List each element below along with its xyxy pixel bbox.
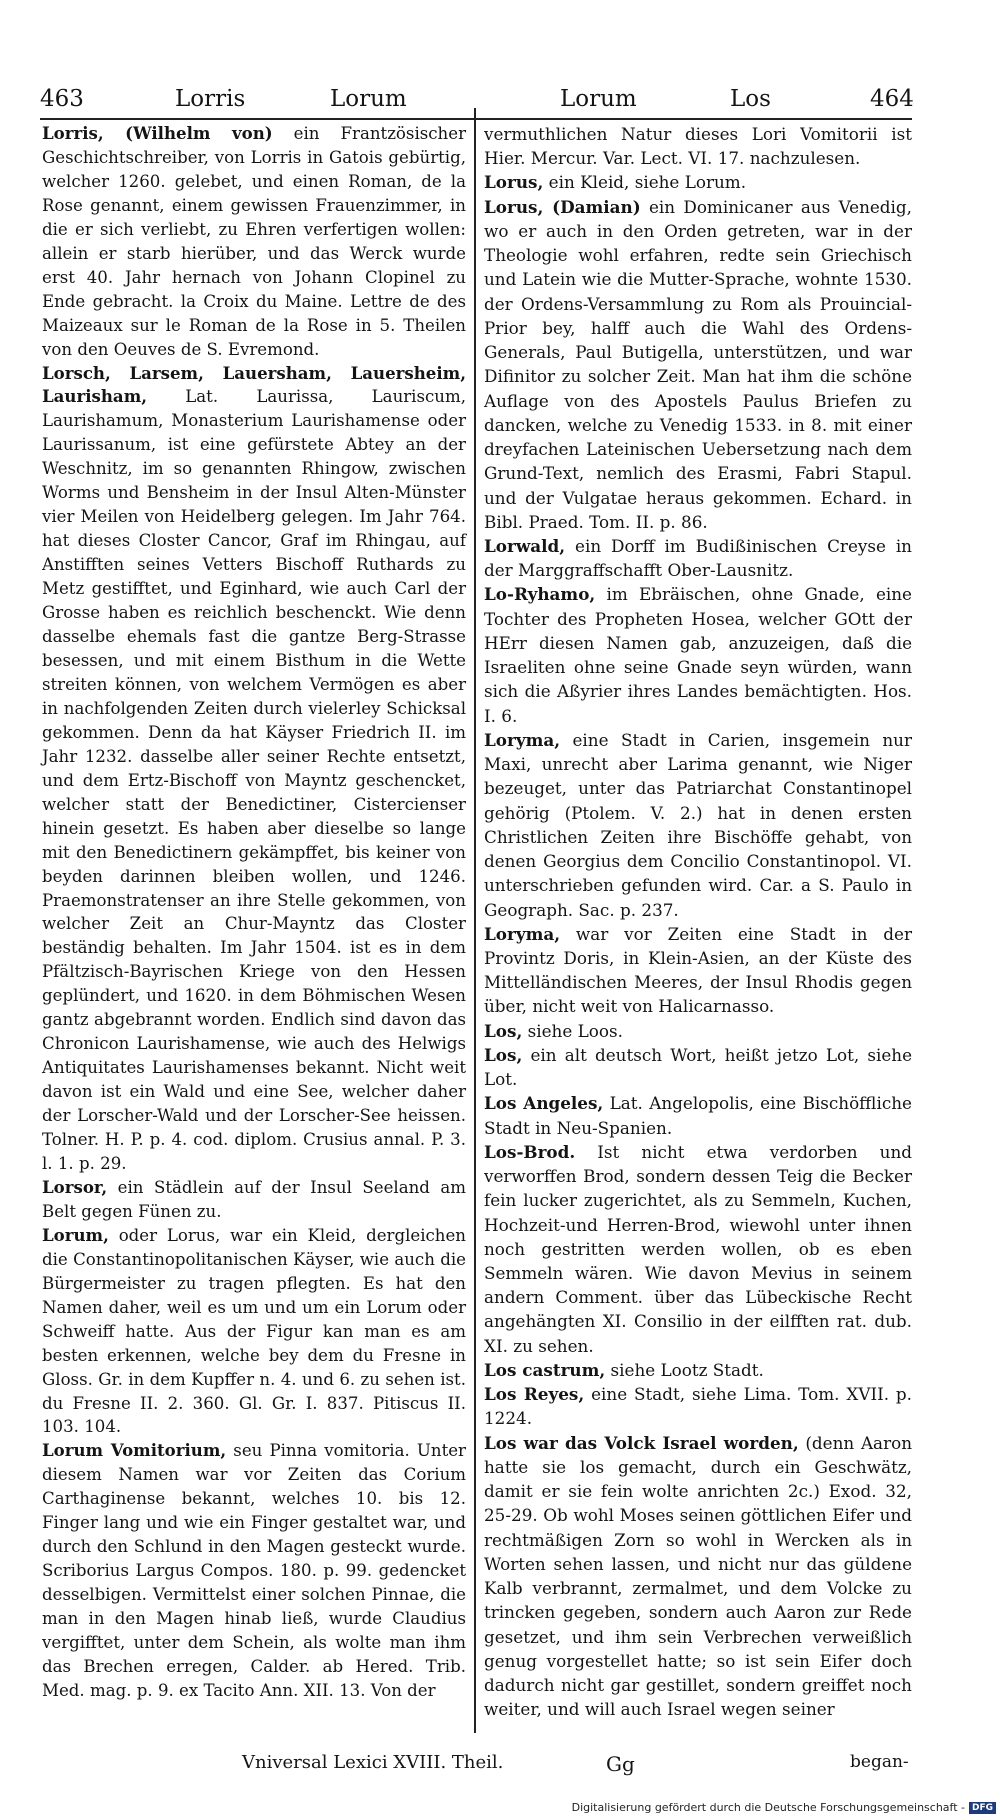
right-column — [484, 122, 912, 1721]
column-divider — [474, 108, 476, 1733]
catchword: began- — [850, 1752, 909, 1772]
entry-los-brod: Los-Brod. Ist nicht etwa verdorben und verworffen Brod, sondern dessen Teig die Becker fein lucker zugerichtet, als zu Semmeln, Kuchen, Hochzeit-und Herren-Brod, wiewohl unter ihnen noch gestritten werden wollen, ob es eben Semmeln wären. Wie davon Mevius in seinem andern Comment. über das Lübeckische Recht angehängten XI. Consilio in der eilfften rat. dub. XI. zu sehen. — [484, 1141, 912, 1356]
entry-loryma-2: Loryma, war vor Zeiten eine Stadt in der Provintz Doris, in Klein-Asien, an der Küste des Mittelländischen Meeres, der Insul Rhodis gegen über, nicht weit von Halicarnasso. — [484, 923, 912, 1017]
entry-lorwald: Lorwald, ein Dorff im Budißinischen Creyse in der Marggraffschafft Ober-Lausnitz. — [484, 535, 912, 581]
page-number-left: 463 — [40, 86, 84, 112]
header-rule — [40, 118, 912, 120]
entry-los-2: Los, ein alt deutsch Wort, heißt jetzo Lot, siehe Lot. — [484, 1044, 912, 1090]
entry-los-war: Los war das Volck Israel worden, (denn Aaron hatte sie los gemacht, durch ein Geschwätz, damit er sie fein wolte anrichten 2c.) Exod. 32, 25-29. Ob wohl Moses seinen göttlichen Eifer und rechtmäßigen Zorn so wohl in Wercken als in Worten sehen lassen, und nicht nur das güldene Kalb verbrannt, zermalmet, und dem Volcke zu trincken gegeben, sondern auch Aaron zur Rede gesetzet, und ihm sein Verbrechen verweißlich genug vorgestellet hatte; so ist sein Eifer doch dadurch nicht gar gestillet, sondern greiffet noch weiter, und will auch Israel wegen seiner — [484, 1432, 912, 1720]
entry-lorris: Lorris, (Wilhelm von) ein Frantzösischer Geschichtschreiber, von Lorris in Gatois gebürtig, welcher 1260. gelebet, und einen Roman, de la Rose genannt, einem gewissen Frauenzimmer, in die er sich verliebt, zu Ehren verfertigen wollen: allein er starb hierüber, und das Werck wurde erst 40. Jahr hernach von Johann Clopinel zu Ende gebracht. la Croix du Maine. Lettre de des Maizeaux sur le Roman de la Rose in 5. Theilen von den Oeuves de S. Evremond. — [42, 123, 466, 359]
guide-word-right-2: Los — [730, 86, 771, 112]
digitization-credit — [572, 1801, 996, 1814]
entry-lorus-damian: Lorus, (Damian) ein Dominicaner aus Venedig, wo er auch in den Orden getreten, war in der Theologie wohl erfahren, redte sein Griechisch und Latein wie die Mutter-Sprache, wohnte 1530. der Ordens-Versammlung zu Rom als Prouincial-Prior bey, halff auch die Wahl des Ordens-Generals, Paul Butigella, unterstützen, und war Difinitor zu solcher Zeit. Man hat ihm die schöne Auflage von des Apostels Paulus Briefen zu dancken, welche zu Venedig 1533. in 8. mit einer dreyfachen Lateinischen Uebersetzung nach dem Grund-Text, nemlich des Erasmi, Fabri Stapul. und der Vulgatae heraus gekommen. Echard. in Bibl. Praed. Tom. II. p. 86. — [484, 196, 912, 532]
entry-los-1: Los, siehe Loos. — [484, 1020, 623, 1041]
guide-word-right-1: Lorum — [560, 86, 637, 112]
volume-line: Vniversal Lexici XVIII. Theil. — [242, 1752, 504, 1773]
entry-lorum: Lorum, oder Lorus, war ein Kleid, dergleichen die Constantinopolitanischen Käyser, wie auch die Bürgermeister zu tragen pflegten. Es hat den Namen daher, weil es um und um ein Lorum oder Schweiff hatte. Aus der Figur kan man es am besten erkennen, welche bey dem du Fresne in Gloss. Gr. in dem Kupffer n. 4. und 6. zu sehen ist. du Fresne II. 2. 360. Gl. Gr. I. 837. Pitiscus II. 103. 104. — [42, 1224, 466, 1437]
entry-loryma-1: Loryma, eine Stadt in Carien, insgemein nur Maxi, unrecht aber Larima genannt, wie Niger bezeuget, unter das Patriarchat Constantinopel gehörig (Ptolem. V. 2.) hat in denen ersten Christlichen Zeiten ihre Bischöffe gehabt, von denen Georgius dem Concilio Constantinopol. VI. unterschrieben gefunden wird. Car. a S. Paulo in Geograph. Sac. p. 237. — [484, 729, 912, 920]
guide-word-left-2: Lorum — [330, 86, 407, 112]
entry-lorsor: Lorsor, ein Städlein auf der Insul Seeland am Belt gegen Fünen zu. — [42, 1176, 466, 1221]
entry-lorum-vomitorium: Lorum Vomitorium, seu Pinna vomitoria. Unter diesem Namen war vor Zeiten das Corium Carthaginense bekannt, welches 10. bis 12. Finger lang und wie ein Finger gestaltet war, und durch den Schlund in den Magen gesteckt wurde. Scriborius Largus Compos. 180. p. 99. gedencket desselbigen. Vermittelst einer solchen Pinnae, die man in den Magen hinab ließ, wurde Claudius vergifftet, unter dem Schein, als wolte man ihm das Brechen erregen, Calder. ab Hered. Trib. Med. mag. p. 9. ex Tacito Ann. XII. 13. Von der — [42, 1440, 466, 1700]
signature-mark: Gg — [606, 1752, 635, 1776]
page-number-right: 464 — [870, 86, 914, 112]
dfg-logo: DFG — [969, 1802, 996, 1814]
guide-word-left-1: Lorris — [175, 86, 246, 112]
entry-los-castrum: Los castrum, siehe Lootz Stadt. — [484, 1359, 764, 1380]
credit-text: Digitalisierung gefördert durch die Deutsche Forschungsgemeinschaft - — [571, 1801, 965, 1814]
entry-los-angeles: Los Angeles, Lat. Angelopolis, eine Bischöffliche Stadt in Neu-Spanien. — [484, 1093, 912, 1138]
entry-lorus: Lorus, ein Kleid, siehe Lorum. — [484, 172, 747, 193]
entry-los-reyes: Los Reyes, eine Stadt, siehe Lima. Tom. XVII. p. 1224. — [484, 1384, 913, 1429]
entry-lo-ryhamo: Lo-Ryhamo, im Ebräischen, ohne Gnade, eine Tochter des Propheten Hosea, welcher GOtt der HErr diesen Namen gab, anzuzeigen, daß die Israeliten ohne seine Gnade seyn würden, wann sich die Aßyrier ihres Landes bemächtigten. Hos. I. 6. — [484, 584, 912, 726]
entry-lorsch: Lorsch, Larsem, Lauersham, Lauersheim, Laurisham, Lat. Laurissa, Lauriscum, Laurishamum, Monasterium Laurishamense oder Laurissanum, ist eine gefürstete Abtey an der Weschnitz, im so genannten Rhingow, zwischen Worms und Bensheim in der Insul Alten-Münster vier Meilen von Heidelberg gelegen. Im Jahr 764. hat dieses Closter Cancor, Graf im Rhingau, auf Anstifften seines Vetters Bischoff Ruthards zu Metz gestifftet, und Eginhard, wie auch Carl der Grosse haben es reichlich beschenckt. Wie denn dasselbe ehemals fast die gantze Berg-Strasse besessen, und mit einem Bisthum in die Wette streiten können, von welchem Vermögen es aber in nachfolgenden Zeiten durch vielerley Schicksal gekommen. Denn da hat Käyser Friedrich II. im Jahr 1232. dasselbe aller seiner Rechte entsetzt, und dem Ertz-Bischoff von Mayntz geschencket, welcher statt der Benedictiner, Cistercienser hinein gesetzt. Es haben aber dieselbe so lange mit den Benedictinern gekämpffet, bis keiner von beyden darinnen bleiben wollen, und 1246. Praemonstratenser an ihre Stelle gekommen, von welcher Zeit an Chur-Mayntz das Closter beständig behalten. Im Jahr 1504. ist es in dem Pfältzisch-Bayrischen Kriege von den Hessen geplündert, und 1620. in dem Böhmischen Wesen gantz abgebrannt worden. Endlich sind davon das Chronicon Laurishamense, wie auch des Helwigs Antiquitates Laurishamenses bekannt. Nicht weit davon ist ein Wald und eine See, welcher daher der Lorscher-Wald und der Lorscher-See heissen. Tolner. H. P. p. 4. cod. diplom. Crusius annal. P. 3. l. 1. p. 29. — [42, 362, 466, 1173]
left-column — [42, 122, 466, 1703]
entry-continuation: vermuthlichen Natur dieses Lori Vomitorii ist Hier. Mercur. Var. Lect. VI. 17. nachzulesen. — [484, 124, 912, 169]
